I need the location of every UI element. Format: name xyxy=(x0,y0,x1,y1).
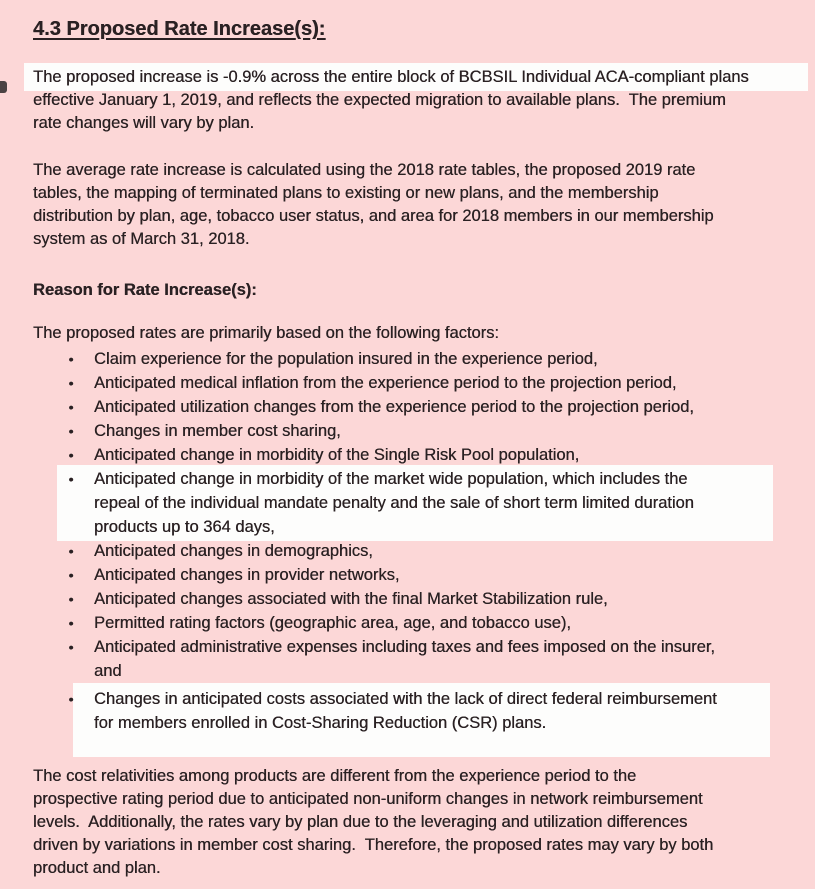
bullet-icon: • xyxy=(68,691,74,707)
bullet-icon: • xyxy=(68,423,74,439)
factors-list xyxy=(33,347,782,757)
factor-item xyxy=(33,539,782,563)
factor-text: repeal of the individual mandate penalty and the sale of short term limited duration xyxy=(94,494,694,512)
bullet-icon: • xyxy=(68,399,74,415)
factor-text: Anticipated change in morbidity of the market wide population, which includes the xyxy=(94,470,688,488)
factor-item xyxy=(33,635,782,683)
factor-text: Claim experience for the population insured in the experience period, xyxy=(94,350,598,368)
factor-text: Anticipated change in morbidity of the Single Risk Pool population, xyxy=(94,446,580,464)
factor-text: products up to 364 days, xyxy=(94,518,275,536)
factor-item xyxy=(33,587,782,611)
factor-item xyxy=(33,443,782,467)
factor-text: Anticipated changes in demographics, xyxy=(94,542,373,560)
reason-heading: Reason for Rate Increase(s): xyxy=(33,281,257,299)
factor-text: Anticipated changes associated with the final Market Stabilization rule, xyxy=(94,590,608,608)
paragraph-line: effective January 1, 2019, and reflects the expected migration to available plans. The premium xyxy=(33,91,726,109)
factor-item-highlighted xyxy=(68,683,770,757)
factor-text: Permitted rating factors (geographic area, age, and tobacco use), xyxy=(94,614,571,632)
bullet-icon: • xyxy=(68,567,74,583)
factor-item xyxy=(33,419,782,443)
paragraph-line: prospective rating period due to anticipated non-uniform changes in network reimbursement xyxy=(33,790,703,808)
calculation-paragraph xyxy=(33,159,782,251)
bullet-icon: • xyxy=(68,351,74,367)
factor-text: and xyxy=(94,662,122,680)
factor-item-highlighted xyxy=(57,465,773,541)
bullet-icon: • xyxy=(68,375,74,391)
paragraph-line: rate changes will vary by plan. xyxy=(33,114,255,132)
bullet-icon: • xyxy=(68,447,74,463)
factor-item xyxy=(33,347,782,371)
factor-text: Anticipated utilization changes from the experience period to the projection period, xyxy=(94,398,694,416)
factor-text: Anticipated administrative expenses including taxes and fees imposed on the insurer, xyxy=(94,638,715,656)
factors-intro: The proposed rates are primarily based on the following factors: xyxy=(33,324,499,342)
paragraph-line: levels. Additionally, the rates vary by plan due to the leveraging and utilization differences xyxy=(33,813,688,831)
section-title: 4.3 Proposed Rate Increase(s): xyxy=(33,18,326,40)
factor-text: Anticipated medical inflation from the experience period to the projection period, xyxy=(94,374,677,392)
factor-item xyxy=(33,611,782,635)
factor-text: for members enrolled in Cost-Sharing Reduction (CSR) plans. xyxy=(94,714,547,732)
proposed-increase-paragraph xyxy=(33,63,782,135)
factor-text: Anticipated changes in provider networks, xyxy=(94,566,400,584)
scan-artifact xyxy=(0,81,7,93)
factor-item xyxy=(33,371,782,395)
paragraph-line: The average rate increase is calculated using the 2018 rate tables, the proposed 2019 rate xyxy=(33,161,696,179)
factor-item xyxy=(33,563,782,587)
paragraph-line: The cost relativities among products are different from the experience period to the xyxy=(33,767,637,785)
paragraph-line-highlighted: The proposed increase is -0.9% across the entire block of BCBSIL Individual ACA-compliant plans xyxy=(24,63,808,91)
paragraph-line: tables, the mapping of terminated plans to existing or new plans, and the membership xyxy=(33,184,659,202)
paragraph-line: driven by variations in member cost sharing. Therefore, the proposed rates may vary by both xyxy=(33,836,714,854)
bullet-icon: • xyxy=(68,543,74,559)
factor-text: Changes in member cost sharing, xyxy=(94,422,341,440)
bullet-icon: • xyxy=(68,591,74,607)
closing-paragraph xyxy=(33,765,782,880)
bullet-icon: • xyxy=(68,615,74,631)
paragraph-line: product and plan. xyxy=(33,859,161,877)
factor-text: Changes in anticipated costs associated with the lack of direct federal reimbursement xyxy=(94,690,717,708)
factor-item xyxy=(33,395,782,419)
bullet-icon: • xyxy=(68,639,74,655)
paragraph-line: system as of March 31, 2018. xyxy=(33,230,250,248)
bullet-icon: • xyxy=(68,471,74,487)
paragraph-line: distribution by plan, age, tobacco user status, and area for 2018 members in our membership xyxy=(33,207,714,225)
